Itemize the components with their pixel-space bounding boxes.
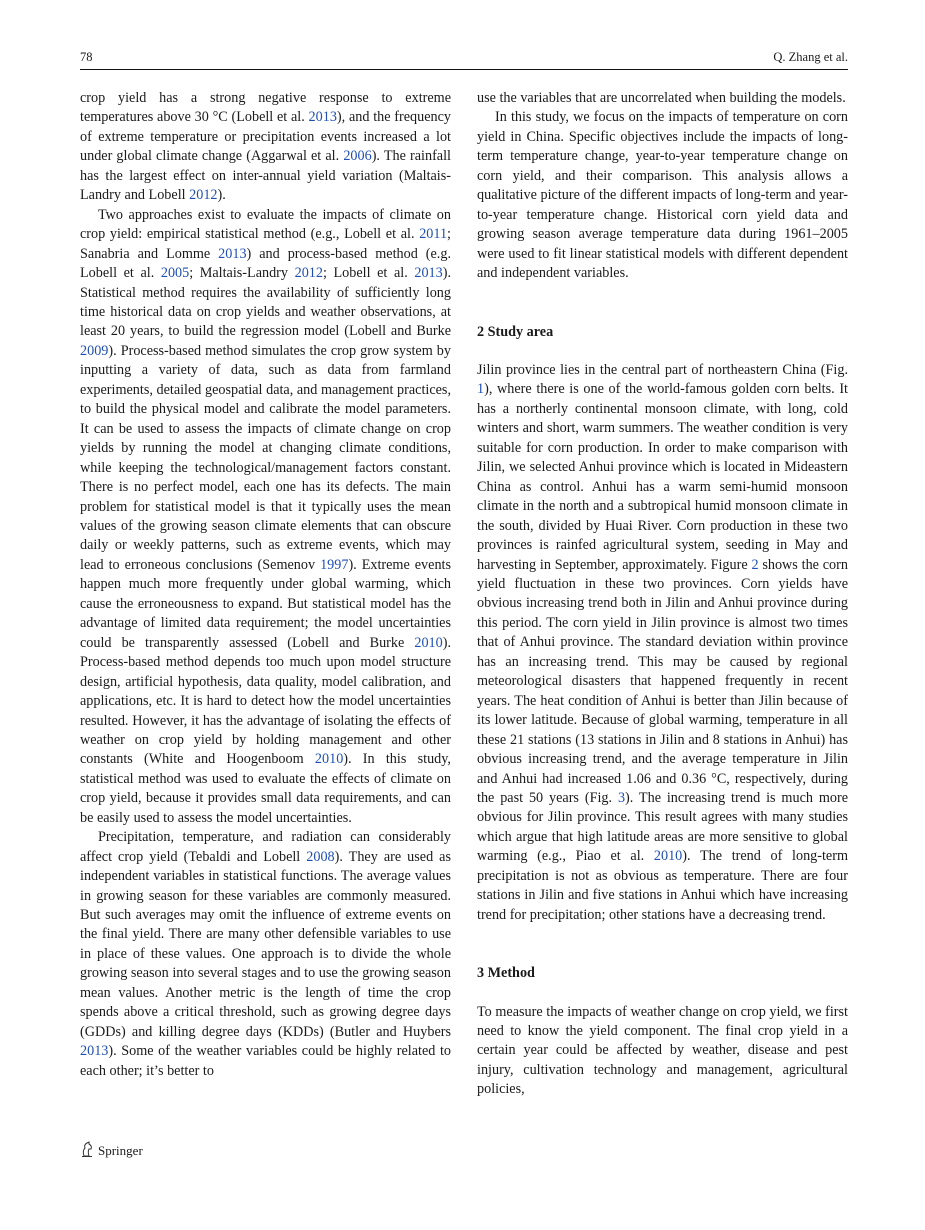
citation-link[interactable]: 2013	[80, 1043, 109, 1060]
paragraph	[477, 108, 848, 283]
citation-link[interactable]: 2006	[343, 148, 372, 165]
citation-link[interactable]: 2010	[414, 634, 443, 651]
citation-link[interactable]: 2011	[419, 226, 448, 243]
citation-link[interactable]: 2010	[653, 848, 683, 865]
citation-link[interactable]: 2005	[160, 265, 190, 282]
citation-link[interactable]: 1	[477, 381, 485, 398]
citation-link[interactable]: 2008	[306, 848, 335, 865]
footer	[80, 1141, 143, 1161]
paragraph-text: ). Process-based method simulates the crop grow system by inputting a variety of data, such as data from farmland experiments, detailed geospatial data, and management practices, to build the physical model and calibrate the model parameters. It can be used to assess the impacts of climate change on crop yields by running the model at changing climate conditions, while keeping the technological/management factors constant. There is no perfect model, each one has its defects. The main problem for statistical model is that it typically uses the mean values of the growing season climate elements that can obscure daily or weekly patterns, such as extreme events, which may lead to erroneous conclusions (Semenov	[80, 342, 451, 573]
paragraph-text: Precipitation, temperature, and radiation can considerably affect crop yield (Tebaldi and Lobell	[80, 829, 451, 865]
paragraph-text: ). The rainfall has the largest effect on inter-annual yield variation (Maltais-Landry and Lobell	[80, 148, 451, 204]
right-column	[477, 89, 848, 1100]
section-heading: 2 Study area	[477, 323, 554, 340]
paragraph-text: ), and the frequency of extreme temperature or precipitation events increased a lot under global climate change (Aggarwal et al.	[80, 109, 451, 165]
paragraph-text: ). The trend of long-term precipitation is not as obvious as temperature. There are four stations in Jilin and five stations in Anhui which have increasing trend for precipitation; other stations have a decreasing trend.	[477, 848, 848, 923]
paragraph-text: ), where there is one of the world-famous golden corn belts. It has a northerly continental monsoon climate, with long, cold winters and short, warm summers. The weather condition is very suitable for corn production. In order to make comparison with Jilin, we selected Anhui province which is located in Mideastern China as control. Anhui has a warm semi-humid monsoon climate in the north and a subtropical humid monsoon climate in the south, divided by Huai River. Corn production in these two provinces is rainfed agricultural system, seeding in May and harvesting in September, approximately. Figure	[477, 381, 848, 573]
section-heading: 3 Method	[477, 965, 535, 982]
publisher-name: Springer	[98, 1143, 143, 1158]
running-authors: Q. Zhang et al.	[773, 50, 848, 64]
paragraph-text: ). Process-based method depends too much upon model structure design, artificial hypothesis, data quality, model calibration, and applications, etc. It is hard to detect how the model uncertainties resulted. However, it has the advantage of isolating the effects of weather on crop yield by holding management and other constants (White and Hoogenboom	[80, 634, 451, 768]
paragraph-text: ). Statistical method requires the availability of sufficiently long time historical data on crop yields and weather observations, at least 20 years, to build the regression model (Lobell and Burke	[80, 265, 451, 340]
page-number: 78	[80, 50, 93, 64]
paragraph-text: ). In this study, statistical method was used to evaluate the effects of climate on crop yield, because it provides small data requirements, and can be easily used to assess the model uncertainties.	[80, 751, 451, 826]
citation-link[interactable]: 2009	[80, 342, 109, 359]
springer-horse-icon	[80, 1141, 94, 1161]
paragraph	[80, 89, 451, 206]
paragraph-text: Two approaches exist to evaluate the impacts of climate on crop yield: empirical statistical method (e.g., Lobell et al.	[80, 206, 451, 243]
paragraph-text: shows the corn yield fluctuation in these two provinces. Corn yields have obvious increasing trend both in Jilin and Anhui province during this period. The corn yield in Jilin province is almost two times that of Anhui province. The standard deviation within province has an increasing trend. This may be caused by regional meteorological disasters that happened frequently in recent years. The heat condition of Anhui is better than Jilin because of its lower latitude. Because of global warming, temperature in all these 21 stations (13 stations in Jilin and 8 stations in Anhui) has obvious increasing trend, and the average temperature in Jilin and Anhui had increased 1.06 and 0.36 °C, respectively, during the past 50 years (Fig.	[477, 556, 848, 806]
paragraph	[80, 828, 451, 1081]
paragraph	[477, 1003, 848, 1100]
paragraph-text: ; Maltais-Landry	[189, 265, 295, 282]
paragraph-text: ; Lobell et al.	[322, 265, 415, 282]
citation-link[interactable]: 2012	[189, 187, 218, 204]
paragraph-text: ). They are used as independent variables in statistical functions. The average values in growing season for these variables are commonly measured. But such averages may omit the influence of extreme events on the final yield. There are many other defensible variables to use in place of these values. One approach is to divide the whole growing season into several stages and to use the growing season mean values. Another metric is the length of time the crop spends above a critical threshold, such as growing degree days (GDDs) and killing degree days (KDDs) (Butler and Huybers	[80, 848, 451, 1040]
left-column	[80, 89, 451, 1081]
paragraph	[477, 361, 848, 925]
paragraph	[477, 89, 848, 108]
paragraph-text: ) and process-based method (e.g. Lobell et al.	[80, 245, 451, 282]
citation-link[interactable]: 2013	[308, 109, 337, 126]
paragraph-text: To measure the impacts of weather change on crop yield, we first need to know the yield component. The final crop yield in a certain year could be affected by weather, disease and pest injury, cultivation technology and management, agricultural policies,	[477, 1003, 848, 1098]
paragraph-text: In this study, we focus on the impacts of temperature on corn yield in China. Specific objectives include the impacts of long-term temperature change, year-to-year temperature change on corn yield, and their comparison. This analysis allows a qualitative picture of the different impacts of long-term and year-to-year temperature change. Historical corn yield data and growing season average temperature data during 1961–2005 were used to fit linear statistical models with different dependent and independent variables.	[477, 109, 848, 282]
paragraph	[80, 206, 451, 829]
citation-link[interactable]: 2	[751, 556, 759, 573]
paragraph-text: use the variables that are uncorrelated when building the models.	[477, 90, 846, 106]
citation-link[interactable]: 2012	[294, 265, 323, 282]
citation-link[interactable]: 1997	[320, 556, 349, 573]
citation-link[interactable]: 3	[617, 789, 626, 806]
paragraph-text: Jilin province lies in the central part of northeastern China (Fig.	[477, 361, 848, 378]
citation-link[interactable]: 2010	[314, 751, 344, 768]
citation-link[interactable]: 2013	[218, 245, 247, 262]
paragraph-text: ; Sanabria and Lomme	[80, 226, 451, 262]
paragraph-text: ). Some of the weather variables could be highly related to each other; it’s better to	[80, 1043, 451, 1079]
citation-link[interactable]: 2013	[414, 265, 443, 282]
paragraph-text: ). Extreme events happen much more frequently under global warming, which cause the erroneousness to expand. But statistical model has the advantage of limited data requirement; the model uncertainties could be transparently assessed (Lobell and Burke	[80, 556, 452, 651]
running-header	[80, 50, 848, 70]
paragraph-text: ). The increasing trend is much more obvious for Jilin province. This result agrees with many studies which argue that high latitude areas are more sensitive to global warming (e.g., Piao et al.	[477, 789, 848, 865]
paragraph-text: crop yield has a strong negative response to extreme temperatures above 30 °C (Lobell et al.	[80, 90, 451, 126]
header-rule	[80, 69, 848, 70]
paragraph-text: ).	[217, 187, 226, 204]
